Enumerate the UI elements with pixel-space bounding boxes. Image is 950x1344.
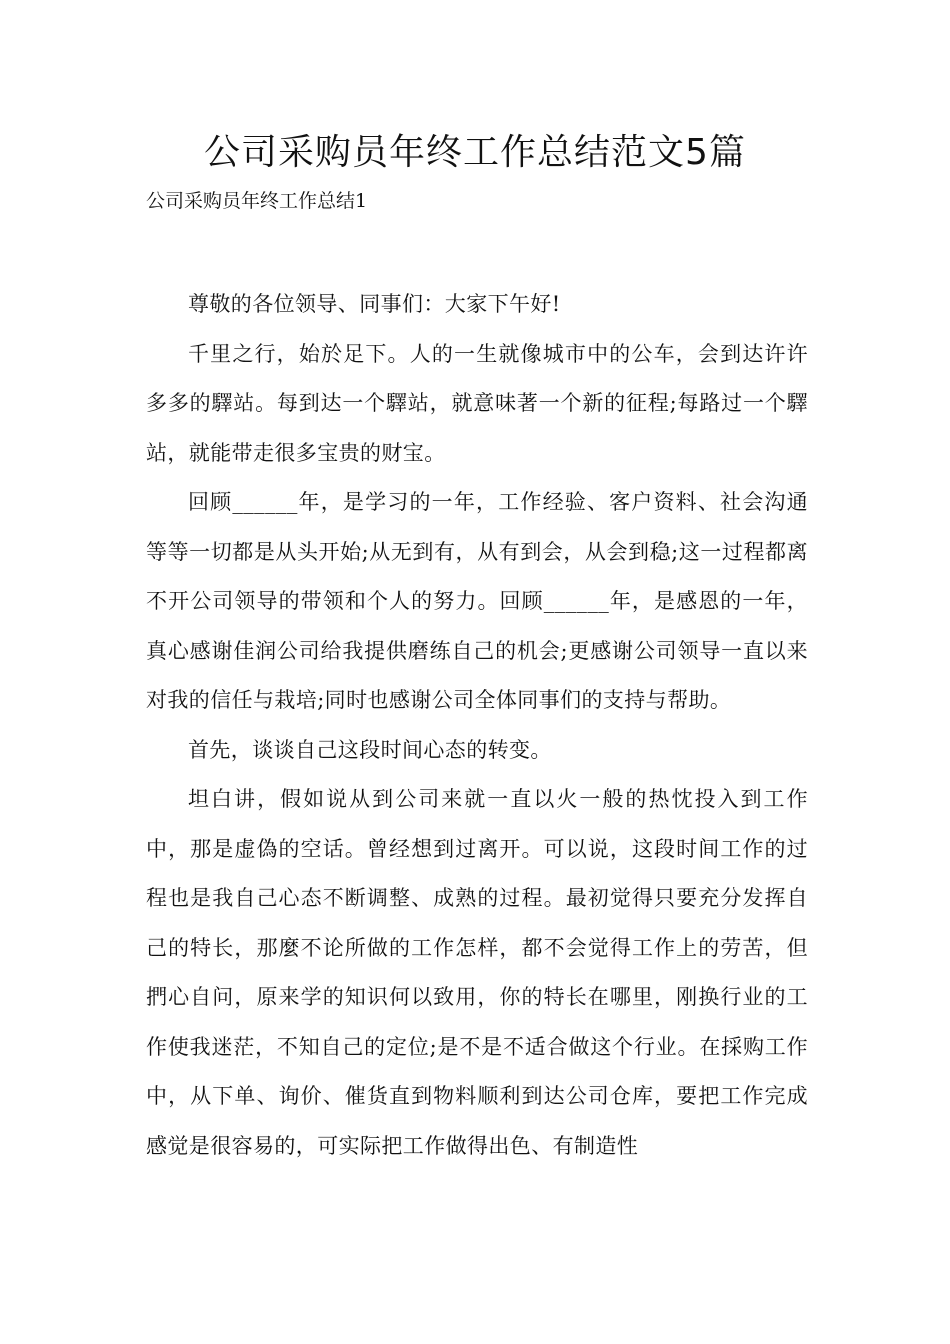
paragraph-mindset-detail: 坦白讲，假如说从到公司来就一直以火一般的热忱投入到工作中，那是虚偽的空话。曾经想到过离开。可以说，这段时间工作的过程也是我自己心态不断调整、成熟的过程。最初觉得只要充分发挥自己的特长，那麼不论所做的工作怎样，都不会觉得工作上的劳苦，但捫心自问，原来学的知识何以致用，你的特长在哪里，刚换行业的工作使我迷茫，不知自己的定位;是不是不适合做这个行业。在採购工作中，从下单、询价、催货直到物料顺利到达公司仓库，要把工作完成感觉是很容易的，可实际把工作做得出色、有制造性: [146, 787, 808, 1158]
paragraph-mindset-intro: 首先，谈谈自己这段时间心态的转变。: [188, 737, 552, 762]
paragraph-opening: 千里之行，始於足下。人的一生就像城市中的公车，会到达许许多多的驛站。每到达一个驛站，就意味著一个新的征程;每路过一个驛站，就能带走很多宝贵的财宝。: [146, 341, 808, 465]
document-title: 公司采购员年终工作总结范文5篇: [204, 132, 746, 173]
paragraph-review: 回顾______年，是学习的一年，工作经验、客户资料、社会沟通等等一切都是从头开始;从无到有，从有到会，从会到稳;这一过程都离不开公司领导的带领和个人的努力。回顾______年，是感恩的一年，真心感谢佳润公司给我提供磨练自己的机会;更感谢公司领导一直以来对我的信任与栽培;同时也感谢公司全体同事们的支持与帮助。: [146, 490, 808, 712]
section-heading: 公司采购员年终工作总结1: [146, 190, 368, 212]
paragraph-greeting: 尊敬的各位领导、同事们：大家下午好!: [188, 292, 561, 316]
document-body: [146, 280, 808, 1171]
